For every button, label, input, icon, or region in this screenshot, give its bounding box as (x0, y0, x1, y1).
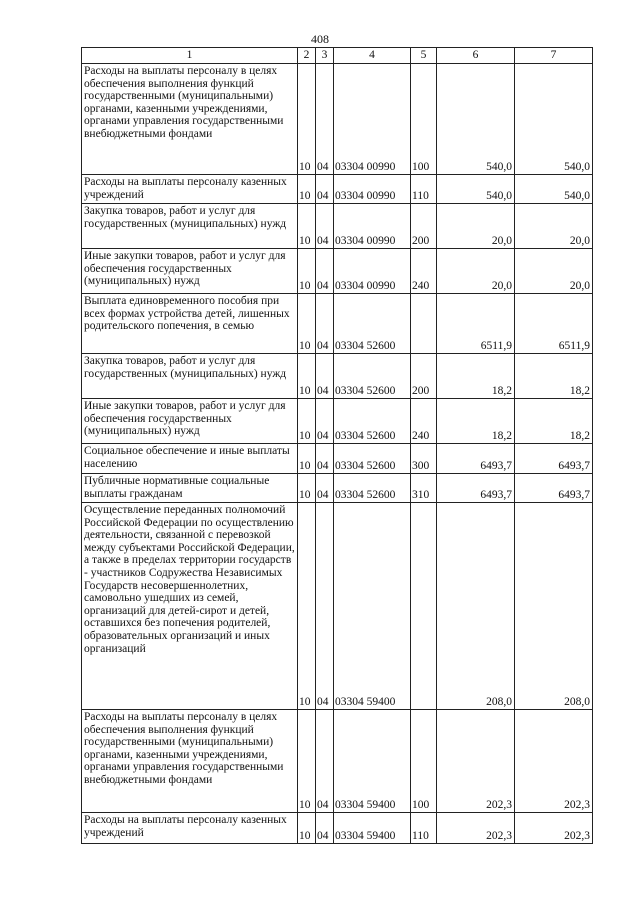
row-expense-type: 200 (411, 204, 437, 249)
row-name: Расходы на выплаты персоналу в целях обеспечения выполнения функций государственными (муниципальными) органами, казенными учреждениями, органами управления государственными внебюджетными фондами (82, 710, 298, 813)
row-amount-total: 6511,9 (515, 294, 593, 354)
row-expense-type: 100 (411, 710, 437, 813)
header-cell: 3 (316, 48, 334, 64)
row-target-article: 03304 59400 (334, 813, 411, 844)
row-target-article: 03304 00990 (334, 64, 411, 175)
row-subsection: 04 (316, 813, 334, 844)
row-name: Закупка товаров, работ и услуг для государственных (муниципальных) нужд (82, 354, 298, 399)
table-row (82, 444, 593, 474)
row-expense-type (411, 503, 437, 710)
row-amount: 540,0 (437, 64, 515, 175)
row-name: Расходы на выплаты персоналу казенных учреждений (82, 175, 298, 204)
row-amount-total: 202,3 (515, 813, 593, 844)
row-target-article: 03304 52600 (334, 354, 411, 399)
table-row (82, 249, 593, 294)
header-cell: 5 (411, 48, 437, 64)
row-subsection: 04 (316, 399, 334, 444)
row-amount: 20,0 (437, 249, 515, 294)
row-subsection: 04 (316, 710, 334, 813)
row-section: 10 (298, 64, 316, 175)
row-target-article: 03304 52600 (334, 399, 411, 444)
row-name: Осуществление переданных полномочий Российской Федерации по осуществлению деятельности, связанной с перевозкой между субъектами Российской Федерации, а также в пределах территории государств - участников Содружества Независимых Государств несовершеннолетних, самовольно ушедших из семей, организаций для детей-сирот и детей, оставшихся без попечения родителей, образовательных организаций и иных организаций (82, 503, 298, 710)
row-section: 10 (298, 354, 316, 399)
row-section: 10 (298, 710, 316, 813)
table-row (82, 204, 593, 249)
row-amount: 202,3 (437, 710, 515, 813)
row-subsection: 04 (316, 474, 334, 503)
table-row (82, 294, 593, 354)
table-row (82, 503, 593, 710)
row-amount-total: 20,0 (515, 204, 593, 249)
row-section: 10 (298, 399, 316, 444)
table-header-row (82, 48, 593, 64)
row-subsection: 04 (316, 249, 334, 294)
table-row (82, 813, 593, 844)
row-amount-total: 18,2 (515, 399, 593, 444)
row-target-article: 03304 00990 (334, 175, 411, 204)
budget-table (81, 47, 593, 844)
row-amount-total: 18,2 (515, 354, 593, 399)
row-section: 10 (298, 294, 316, 354)
row-name: Иные закупки товаров, работ и услуг для обеспечения государственных (муниципальных) нужд (82, 399, 298, 444)
header-cell: 2 (298, 48, 316, 64)
row-amount: 202,3 (437, 813, 515, 844)
page-number: 408 (311, 32, 329, 46)
row-section: 10 (298, 503, 316, 710)
row-name: Иные закупки товаров, работ и услуг для обеспечения государственных (муниципальных) нужд (82, 249, 298, 294)
table-row (82, 175, 593, 204)
row-target-article: 03304 59400 (334, 503, 411, 710)
row-target-article: 03304 00990 (334, 249, 411, 294)
row-name: Социальное обеспечение и иные выплаты населению (82, 444, 298, 474)
row-amount-total: 20,0 (515, 249, 593, 294)
row-subsection: 04 (316, 294, 334, 354)
row-amount: 540,0 (437, 175, 515, 204)
row-subsection: 04 (316, 444, 334, 474)
header-cell: 7 (515, 48, 593, 64)
row-amount: 20,0 (437, 204, 515, 249)
header-cell: 1 (82, 48, 298, 64)
row-name: Расходы на выплаты персоналу казенных учреждений (82, 813, 298, 844)
row-amount-total: 208,0 (515, 503, 593, 710)
row-name: Выплата единовременного пособия при всех формах устройства детей, лишенных родительского попечения, в семью (82, 294, 298, 354)
row-section: 10 (298, 204, 316, 249)
row-target-article: 03304 52600 (334, 294, 411, 354)
row-target-article: 03304 52600 (334, 474, 411, 503)
row-expense-type: 240 (411, 249, 437, 294)
row-amount-total: 6493,7 (515, 474, 593, 503)
row-section: 10 (298, 813, 316, 844)
row-expense-type: 110 (411, 813, 437, 844)
table-row (82, 474, 593, 503)
row-target-article: 03304 52600 (334, 444, 411, 474)
row-amount: 208,0 (437, 503, 515, 710)
row-section: 10 (298, 444, 316, 474)
row-section: 10 (298, 474, 316, 503)
table-row (82, 64, 593, 175)
row-amount-total: 202,3 (515, 710, 593, 813)
row-amount-total: 540,0 (515, 64, 593, 175)
row-amount: 6511,9 (437, 294, 515, 354)
row-subsection: 04 (316, 354, 334, 399)
row-name: Публичные нормативные социальные выплаты гражданам (82, 474, 298, 503)
row-target-article: 03304 59400 (334, 710, 411, 813)
row-expense-type: 110 (411, 175, 437, 204)
row-amount: 18,2 (437, 354, 515, 399)
row-amount: 18,2 (437, 399, 515, 444)
row-amount: 6493,7 (437, 474, 515, 503)
row-expense-type: 310 (411, 474, 437, 503)
row-expense-type (411, 294, 437, 354)
row-amount-total: 6493,7 (515, 444, 593, 474)
row-subsection: 04 (316, 175, 334, 204)
row-expense-type: 200 (411, 354, 437, 399)
row-section: 10 (298, 175, 316, 204)
row-expense-type: 300 (411, 444, 437, 474)
table-row (82, 354, 593, 399)
header-cell: 6 (437, 48, 515, 64)
row-subsection: 04 (316, 64, 334, 175)
header-cell: 4 (334, 48, 411, 64)
row-subsection: 04 (316, 503, 334, 710)
row-amount: 6493,7 (437, 444, 515, 474)
table-row (82, 710, 593, 813)
row-section: 10 (298, 249, 316, 294)
row-subsection: 04 (316, 204, 334, 249)
row-name: Закупка товаров, работ и услуг для государственных (муниципальных) нужд (82, 204, 298, 249)
row-name: Расходы на выплаты персоналу в целях обеспечения выполнения функций государственными (муниципальными) органами, казенными учреждениями, органами управления государственными внебюджетными фондами (82, 64, 298, 175)
row-amount-total: 540,0 (515, 175, 593, 204)
row-expense-type: 100 (411, 64, 437, 175)
row-expense-type: 240 (411, 399, 437, 444)
table-row (82, 399, 593, 444)
row-target-article: 03304 00990 (334, 204, 411, 249)
